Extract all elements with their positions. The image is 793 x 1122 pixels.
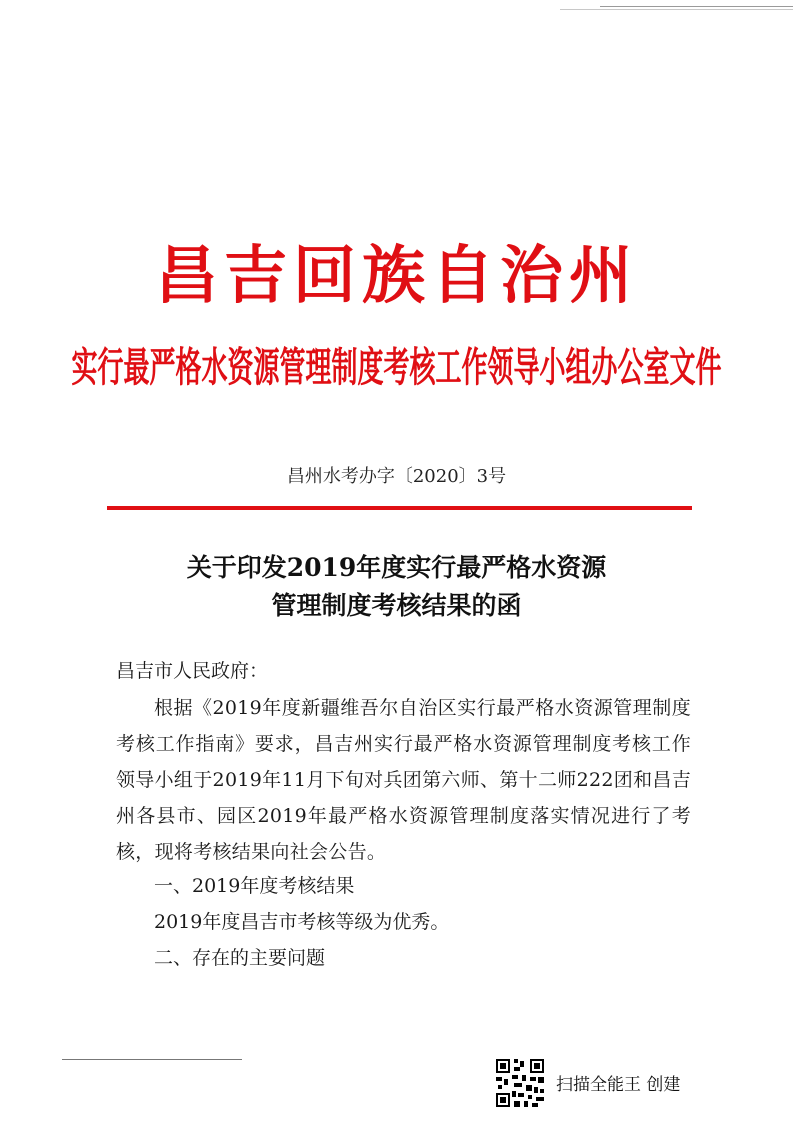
scan-edge-line — [600, 6, 793, 7]
title-line-1: 关于印发2019年度实行最严格水资源 — [186, 553, 607, 582]
scanner-watermark-label: 扫描全能王 创建 — [556, 1075, 681, 1095]
issuer-name: 昌吉回族自治州 — [155, 239, 638, 312]
footer-rule — [62, 1059, 242, 1060]
qr-code-icon — [494, 1057, 546, 1109]
body-paragraph: 根据《2019年度新疆维吾尔自治区实行最严格水资源管理制度考核工作指南》要求，昌吉州实行最严格水资源管理制度考核工作领导小组于2019年11月下旬对兵团第六师、第十二师222团和昌吉州各县市、园区2019年最严格水资源管理制度落实情况进行了考核，现将考核结果向社会公告。 — [116, 697, 691, 863]
document-title — [0, 549, 793, 625]
section-heading-1: 一、2019年度考核结果 — [154, 875, 355, 897]
issuer-office: 实行最严格水资源管理制度考核工作领导小组办公室文件 — [71, 345, 722, 392]
scan-edge-line — [560, 9, 793, 10]
section-heading-2: 二、存在的主要问题 — [154, 947, 326, 969]
section-1-text: 2019年度昌吉市考核等级为优秀。 — [154, 911, 450, 933]
document-number: 昌州水考办字〔2020〕3号 — [286, 466, 507, 487]
title-line-2: 管理制度考核结果的函 — [271, 591, 522, 620]
red-separator-line — [107, 506, 692, 510]
salutation: 昌吉市人民政府： — [116, 660, 269, 682]
